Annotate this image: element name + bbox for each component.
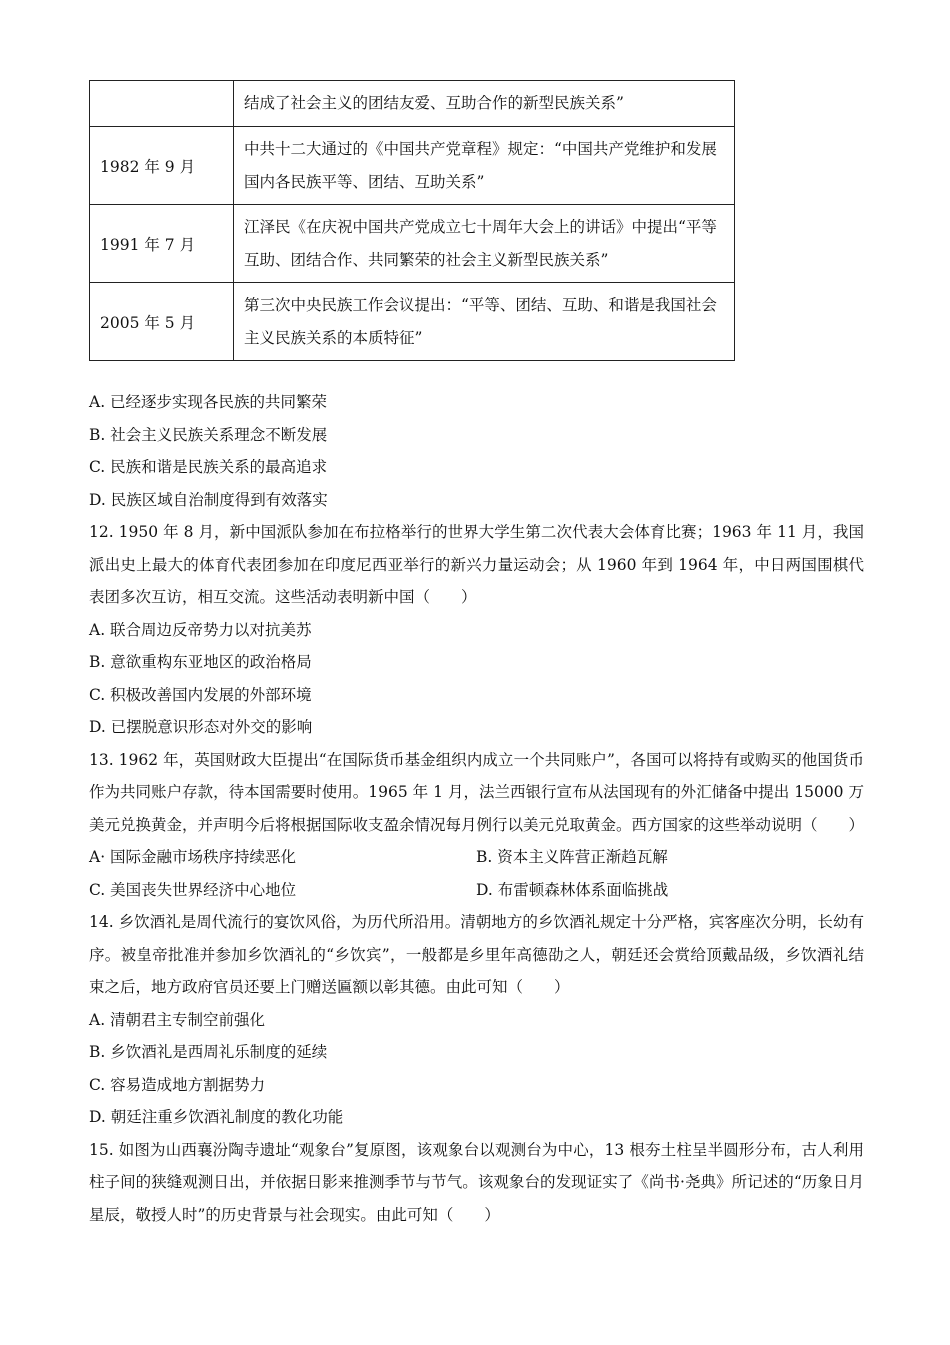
table-content-cell: 结成了社会主义的团结友爱、互助合作的新型民族关系”	[234, 81, 735, 127]
table-date-cell: 2005 年 5 月	[90, 283, 234, 361]
q12-stem: 12. 1950 年 8 月，新中国派队参加在布拉格举行的世界大学生第二次代表大会体育比赛；1963 年 11 月，我国派出史上最大的体育代表团参加在印度尼西亚举行的新兴力量运动会；从 1960 年到 1964 年，中日两国围棋代表团多次互访，相互交流。这些活动表明新中国（ ）	[89, 523, 864, 606]
table-date-cell: 1982 年 9 月	[90, 127, 234, 205]
q13-option-c: C. 美国丧失世界经济中心地位	[89, 880, 297, 899]
table-row	[90, 81, 735, 127]
q13-option-a: A· 国际金融市场秩序持续恶化	[89, 848, 297, 866]
q12-option-c: C. 积极改善国内发展的外部环境	[89, 685, 312, 704]
q14-stem: 14. 乡饮酒礼是周代流行的宴饮风俗，为历代所沿用。清朝地方的乡饮酒礼规定十分严格，宾客座次分明，长幼有序。被皇帝批准并参加乡饮酒礼的“乡饮宾”，一般都是乡里年高德劭之人，朝廷还会赏给顶戴品级，乡饮酒礼结束之后，地方政府官员还要上门赠送匾额以彰其德。由此可知（ ）	[89, 913, 864, 996]
q13-stem: 13. 1962 年，英国财政大臣提出“在国际货币基金组织内成立一个共同账户”，各国可以将持有或购买的他国货币作为共同账户存款，待本国需要时使用。1965 年 1 月，法兰西银行宣布从法国现有的外汇储备中提出 15000 万美元兑换黄金，并声明今后将根据国际收支盈余情况每月例行以美元兑取黄金。西方国家的这些举动说明（ ）	[89, 750, 865, 834]
q12-option-d: D. 已摆脱意识形态对外交的影响	[89, 718, 313, 736]
table-content-cell: 中共十二大通过的《中国共产党章程》规定：“中国共产党维护和发展国内各民族平等、团结、互助关系”	[234, 127, 735, 205]
q13-options-row-2	[89, 874, 864, 907]
q14-option-d: D. 朝廷注重乡饮酒礼制度的教化功能	[89, 1108, 344, 1126]
q14-option-b: B. 乡饮酒礼是西周礼乐制度的延续	[89, 1043, 328, 1061]
q11-option-b: B. 社会主义民族关系理念不断发展	[89, 425, 328, 444]
table-date-cell: 1991 年 7 月	[90, 205, 234, 283]
table-content-cell: 第三次中央民族工作会议提出：“平等、团结、互助、和谐是我国社会主义民族关系的本质特征”	[234, 283, 735, 361]
ethnic-relations-table	[89, 80, 735, 361]
q14-option-a: A. 清朝君主专制空前强化	[89, 1010, 266, 1029]
q11-option-c: C. 民族和谐是民族关系的最高追求	[89, 458, 328, 476]
table-content-cell: 江泽民《在庆祝中国共产党成立七十周年大会上的讲话》中提出“平等互助、团结合作、共同繁荣的社会主义新型民族关系”	[234, 205, 735, 283]
table-row	[90, 205, 735, 283]
table-row	[90, 127, 735, 205]
q12-option-b: B. 意欲重构东亚地区的政治格局	[89, 653, 312, 671]
q15-stem: 15. 如图为山西襄汾陶寺遗址“观象台”复原图，该观象台以观测台为中心，13 根夯土柱呈半圆形分布，古人利用柱子间的狭缝观测日出，并依据日影来推测季节与节气。该观象台的发现证实了《尚书·尧典》所记述的“历象日月星辰，敬授人时”的历史背景与社会现实。由此可知（ ）	[89, 1140, 864, 1224]
q13-option-b: B. 资本主义阵营正渐趋瓦解	[476, 848, 668, 866]
question-body	[89, 386, 864, 1231]
q13-options-row-1	[89, 841, 864, 874]
q11-option-a: A. 已经逐步实现各民族的共同繁荣	[89, 393, 328, 411]
table-date-cell	[90, 81, 234, 127]
q12-option-a: A. 联合周边反帝势力以对抗美苏	[89, 620, 312, 639]
q14-option-c: C. 容易造成地方割据势力	[89, 1075, 266, 1094]
table-row	[90, 283, 735, 361]
q13-option-d: D. 布雷顿森林体系面临挑战	[476, 880, 669, 899]
q11-option-d: D. 民族区域自治制度得到有效落实	[89, 490, 328, 509]
